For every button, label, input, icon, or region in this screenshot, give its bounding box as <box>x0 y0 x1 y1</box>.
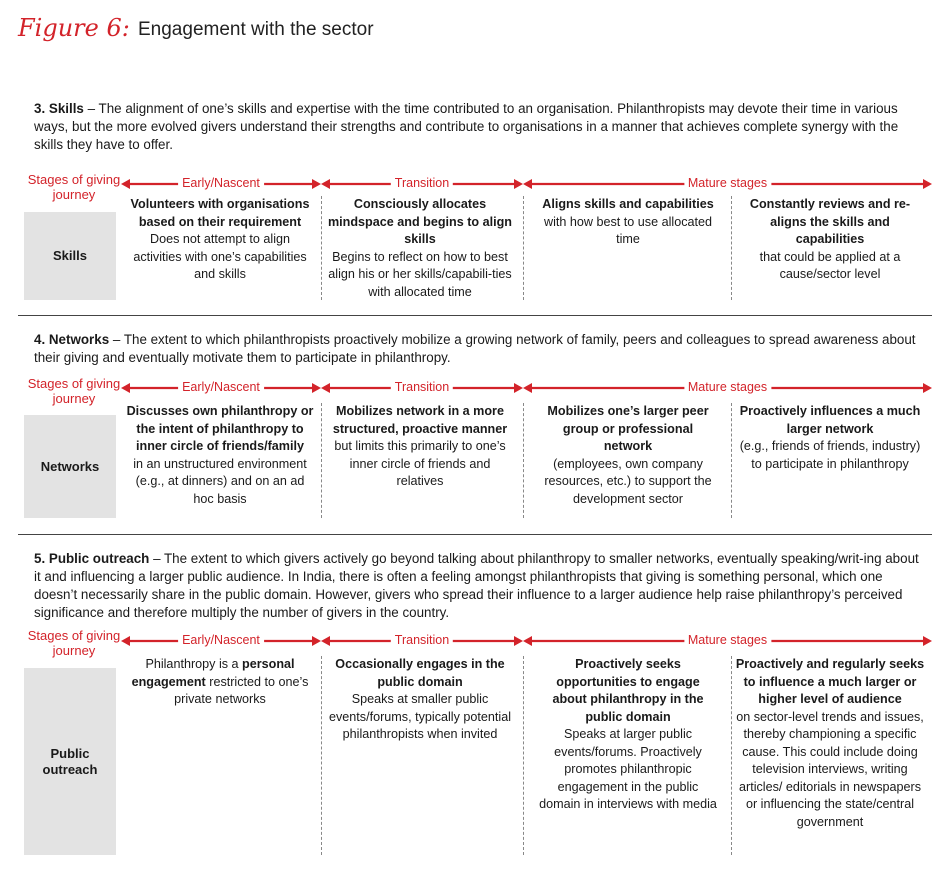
figure-title: Engagement with the sector <box>138 19 374 40</box>
stage-divider <box>523 656 524 855</box>
mature-arrow-2-right-head <box>923 636 932 646</box>
section-separator <box>18 534 932 535</box>
transition-arrow-0-left-head <box>321 179 330 189</box>
section-description-text: – The extent to which givers actively go beyond talking about philanthropy to smaller networks, eventually speaking/writ-ing about it and influencing a larger public audience. In India, there is often a feeling amongst philanthropists that giving is something personal, which one doesn’t necessarily share in the public domain. However, givers who spread their influence to a larger audience help raise philanthropy’s perceived significance and therefore multiply the number of givers in the country. <box>34 551 919 620</box>
cell-bold-text: Discusses own philanthropy or the intent of philanthropy to inner circle of friends/family <box>126 404 314 453</box>
stage-divider <box>523 196 524 300</box>
transition-arrow-0-right-head <box>514 179 523 189</box>
row-label: Skills <box>53 248 87 263</box>
row-label: Networks <box>40 458 100 474</box>
stage-label-mature: Mature stages <box>684 176 771 190</box>
cell-normal-text: (employees, own company resources, etc.) to support the development sector <box>544 456 712 506</box>
row-label-box <box>24 212 116 300</box>
cell-bold-text: Volunteers with organisations based on their requirement <box>130 197 310 229</box>
stage-divider <box>731 403 732 518</box>
cell-bold-text: Constantly reviews and re-aligns the skills and capabilities <box>749 197 911 246</box>
cell-bold-text: Proactively seeks opportunities to engage about philanthropy in the public domain <box>552 657 704 724</box>
stage-label-early: Early/Nascent <box>178 380 264 394</box>
cell-bold-text: Proactively and regularly seeks to influence a much larger or higher level of audience <box>735 657 925 706</box>
cell-bold-text: Aligns skills and capabilities <box>542 197 714 211</box>
stages-of-giving-journey-label: Stages of giving journey <box>27 172 121 202</box>
stage-cell <box>125 196 315 284</box>
stage-cell <box>538 403 718 508</box>
stage-label-early: Early/Nascent <box>178 176 264 190</box>
stage-cell <box>735 403 925 473</box>
cell-bold-text: Mobilizes one’s larger peer group or professional network <box>547 404 709 453</box>
cell-normal-text: Speaks at smaller public events/forums, typically potential philanthropists when invited <box>329 692 511 741</box>
cell-bold-text: personal engagement <box>131 657 295 689</box>
stage-divider <box>523 403 524 518</box>
cell-normal-text: on sector-level trends and issues, thereby championing a specific cause. This could include doing television interviews, writing articles/ editorials in newspapers or influencing the state/central government <box>736 709 924 829</box>
mature-arrow-2-left-head <box>523 636 532 646</box>
cell-bold-text: Proactively influences a much larger network <box>739 404 921 436</box>
stage-cell <box>538 656 718 814</box>
stage-cell <box>735 656 925 831</box>
section-description <box>34 550 924 622</box>
cell-bold-text: Mobilizes network in a more structured, proactive manner <box>332 404 508 436</box>
stage-cell <box>328 403 513 491</box>
cell-bold-text: Consciously allocates mindspace and begins to align skills <box>327 197 513 246</box>
stage-cell <box>328 656 513 744</box>
section-description <box>34 331 924 367</box>
stage-cell <box>328 196 513 301</box>
figure-label: Figure 6: <box>18 14 130 42</box>
stage-cell <box>735 196 925 284</box>
stage-divider <box>731 196 732 300</box>
stages-of-giving-journey-label: Stages of giving journey <box>27 376 121 406</box>
cell-normal-text: in an unstructured environment (e.g., at dinners) and on an ad hoc basis <box>133 456 307 506</box>
stage-label-mature: Mature stages <box>684 633 771 647</box>
transition-arrow-2-left-head <box>321 636 330 646</box>
stage-divider <box>321 656 322 855</box>
section-separator <box>18 315 932 316</box>
stage-cell <box>538 196 718 249</box>
stage-label-transition: Transition <box>391 176 453 190</box>
transition-arrow-1-right-head <box>514 383 523 393</box>
cell-bold-text: Occasionally engages in the public domain <box>335 657 505 689</box>
mature-arrow-0-left-head <box>523 179 532 189</box>
transition-arrow-2-right-head <box>514 636 523 646</box>
stage-cell <box>125 656 315 709</box>
stage-divider <box>321 403 322 518</box>
transition-arrow-1-left-head <box>321 383 330 393</box>
cell-normal-text: but limits this primarily to one’s inner circle of friends and relatives <box>334 439 506 488</box>
stage-divider <box>731 656 732 855</box>
cell-normal-text: Does not attempt to align activities with one’s capabilities and skills <box>133 232 307 281</box>
section-title: 4. Networks <box>34 332 110 347</box>
stage-cell <box>125 403 315 508</box>
row-label-box <box>24 668 116 855</box>
cell-text-pre: Philanthropy is a <box>145 657 243 671</box>
stage-label-mature: Mature stages <box>684 380 771 394</box>
mature-arrow-0-right-head <box>923 179 932 189</box>
cell-normal-text: (e.g., friends of friends, industry) to participate in philanthropy <box>739 439 921 471</box>
stages-of-giving-journey-label: Stages of giving journey <box>27 628 121 658</box>
section-description <box>34 100 924 154</box>
mature-arrow-1-left-head <box>523 383 532 393</box>
mature-arrow-1-right-head <box>923 383 932 393</box>
stage-label-transition: Transition <box>391 380 453 394</box>
cell-normal-text: Begins to reflect on how to best align his or her skills/capabili-ties with allocated time <box>328 249 512 299</box>
stage-label-transition: Transition <box>391 633 453 647</box>
row-label-box <box>24 415 116 518</box>
stage-label-early: Early/Nascent <box>178 633 264 647</box>
cell-normal-text: that could be applied at a cause/sector level <box>759 249 901 281</box>
section-description-text: – The alignment of one’s skills and expertise with the time contributed to an organisation. Philanthropists may devote their time in various ways, but the more evolved givers understand their strengths and contribute to organisations in a manner that achieves complete synergy with the skills they have to offer. <box>34 101 899 152</box>
stage-divider <box>321 196 322 300</box>
early-arrow-1-right-head <box>312 383 321 393</box>
section-title: 3. Skills <box>34 101 84 116</box>
section-title: 5. Public outreach <box>34 551 150 566</box>
section-description-text: – The extent to which philanthropists proactively mobilize a growing network of family, peers and colleagues to spread awareness about their giving and eventually motivate them to participate in philanthropy. <box>34 332 916 365</box>
cell-normal-text: with how best to use allocated time <box>543 214 713 246</box>
early-arrow-2-right-head <box>312 636 321 646</box>
row-label: Public outreach <box>42 745 98 777</box>
cell-text-post: restricted to one’s private networks <box>174 674 309 706</box>
cell-normal-text: Speaks at larger public events/forums. Proactively promotes philanthropic engagement in the public domain in interviews with media <box>539 727 717 811</box>
early-arrow-0-right-head <box>312 179 321 189</box>
